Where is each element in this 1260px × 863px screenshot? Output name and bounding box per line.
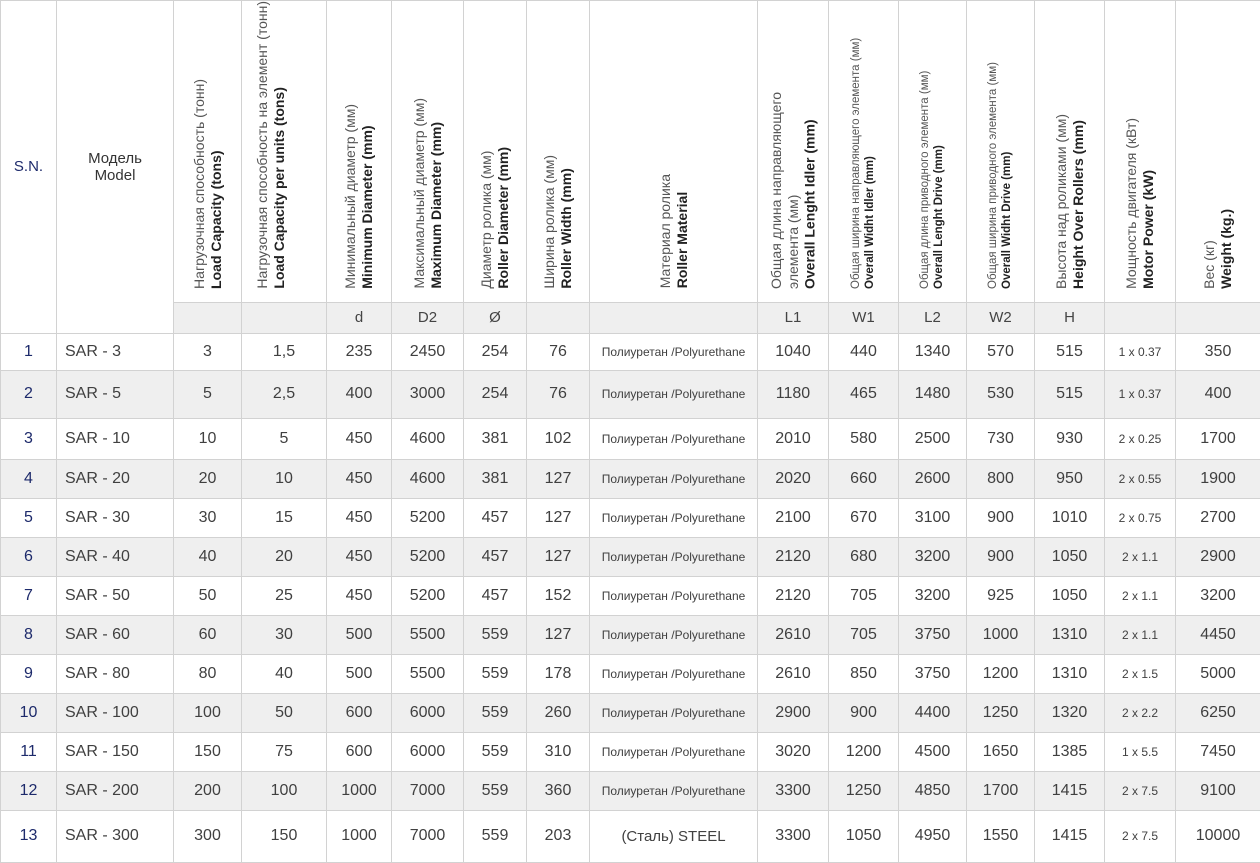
cell-sn: 6 [1,537,57,576]
cell-width-drive: 1700 [967,771,1035,810]
cell-width-drive: 925 [967,576,1035,615]
unit-cell: H [1035,302,1105,333]
cell-width-idler: 900 [829,693,899,732]
cell-model: SAR - 60 [57,615,174,654]
cell-width-drive: 730 [967,418,1035,459]
cell-width-idler: 680 [829,537,899,576]
cell-min-diameter: 500 [327,615,392,654]
table-row [1,370,1260,418]
cell-roller-diameter: 254 [464,333,527,370]
cell-sn: 2 [1,370,57,418]
cell-width-drive: 1200 [967,654,1035,693]
cell-roller-width: 203 [527,810,590,862]
cell-model: SAR - 10 [57,418,174,459]
cell-length-drive: 2600 [899,459,967,498]
col-header-length-drive: Общая длина приводного элемента (мм) Overall Lenght Drive (mm) [899,1,967,303]
cell-load-per-unit: 5 [242,418,327,459]
cell-roller-diameter: 559 [464,654,527,693]
cell-load-per-unit: 50 [242,693,327,732]
col-header-length-idler: Общая длина направляющего элемента (мм) Overall Lenght Idler (mm) [758,1,829,303]
cell-width-idler: 1200 [829,732,899,771]
model-header [57,1,174,334]
cell-roller-diameter: 457 [464,576,527,615]
cell-max-diameter: 3000 [392,370,464,418]
cell-model: SAR - 50 [57,576,174,615]
cell-motor-power: 1 x 0.37 [1105,333,1176,370]
cell-weight: 4450 [1176,615,1260,654]
cell-length-idler: 2100 [758,498,829,537]
cell-width-drive: 900 [967,537,1035,576]
cell-roller-material: Полиуретан /Polyurethane [590,498,758,537]
cell-length-drive: 3750 [899,615,967,654]
cell-length-drive: 4400 [899,693,967,732]
cell-roller-width: 260 [527,693,590,732]
cell-motor-power: 2 x 0.75 [1105,498,1176,537]
table-row [1,654,1260,693]
cell-roller-material: Полиуретан /Polyurethane [590,537,758,576]
cell-roller-diameter: 559 [464,771,527,810]
cell-sn: 3 [1,418,57,459]
model-header-en: Model [57,167,173,184]
cell-length-drive: 4500 [899,732,967,771]
cell-model: SAR - 150 [57,732,174,771]
cell-load-per-unit: 75 [242,732,327,771]
cell-load-capacity: 100 [174,693,242,732]
cell-length-drive: 1340 [899,333,967,370]
cell-load-capacity: 30 [174,498,242,537]
cell-roller-width: 102 [527,418,590,459]
cell-length-drive: 3750 [899,654,967,693]
cell-load-per-unit: 2,5 [242,370,327,418]
col-header-max-diameter: Максимальный диаметр (мм) Maximum Diameter (mm) [392,1,464,303]
cell-min-diameter: 1000 [327,810,392,862]
cell-motor-power: 2 x 1.1 [1105,576,1176,615]
cell-length-drive: 4850 [899,771,967,810]
cell-motor-power: 1 x 0.37 [1105,370,1176,418]
cell-height: 1310 [1035,654,1105,693]
cell-min-diameter: 400 [327,370,392,418]
cell-roller-diameter: 559 [464,732,527,771]
cell-min-diameter: 450 [327,498,392,537]
cell-model: SAR - 100 [57,693,174,732]
col-header-roller-diameter: Диаметр ролика (мм) Roller Diameter (mm) [464,1,527,303]
model-header-ru: Модель [57,150,173,167]
cell-max-diameter: 5500 [392,654,464,693]
cell-width-idler: 440 [829,333,899,370]
cell-length-idler: 3300 [758,771,829,810]
cell-width-drive: 1000 [967,615,1035,654]
col-header-motor-power: Мощность двигателя (кВт) Motor Power (kW) [1105,1,1176,303]
cell-load-capacity: 150 [174,732,242,771]
cell-length-drive: 1480 [899,370,967,418]
unit-cell [1105,302,1176,333]
unit-cell: L1 [758,302,829,333]
cell-height: 1415 [1035,771,1105,810]
cell-roller-material: Полиуретан /Polyurethane [590,333,758,370]
cell-width-idler: 1250 [829,771,899,810]
cell-height: 1050 [1035,576,1105,615]
cell-load-per-unit: 100 [242,771,327,810]
cell-height: 1010 [1035,498,1105,537]
cell-load-capacity: 60 [174,615,242,654]
cell-height: 515 [1035,333,1105,370]
cell-width-idler: 670 [829,498,899,537]
cell-load-per-unit: 10 [242,459,327,498]
cell-sn: 4 [1,459,57,498]
cell-min-diameter: 450 [327,459,392,498]
cell-weight: 5000 [1176,654,1260,693]
cell-model: SAR - 30 [57,498,174,537]
cell-model: SAR - 80 [57,654,174,693]
unit-cell [174,302,242,333]
cell-roller-width: 310 [527,732,590,771]
cell-motor-power: 2 x 1.1 [1105,537,1176,576]
cell-roller-width: 152 [527,576,590,615]
table-row [1,693,1260,732]
cell-load-per-unit: 1,5 [242,333,327,370]
cell-width-idler: 705 [829,615,899,654]
cell-width-drive: 530 [967,370,1035,418]
cell-roller-width: 360 [527,771,590,810]
cell-max-diameter: 6000 [392,732,464,771]
cell-load-capacity: 5 [174,370,242,418]
unit-cell: L2 [899,302,967,333]
cell-length-idler: 3020 [758,732,829,771]
col-header-width-idler: Общая ширина направляющего элемента (мм) Overall Widht Idler (mm) [829,1,899,303]
cell-motor-power: 2 x 1.5 [1105,654,1176,693]
cell-roller-width: 127 [527,498,590,537]
cell-max-diameter: 4600 [392,459,464,498]
cell-roller-material: Полиуретан /Polyurethane [590,771,758,810]
cell-weight: 3200 [1176,576,1260,615]
cell-max-diameter: 7000 [392,771,464,810]
cell-length-drive: 3200 [899,576,967,615]
cell-height: 515 [1035,370,1105,418]
cell-width-drive: 900 [967,498,1035,537]
cell-roller-width: 127 [527,459,590,498]
cell-length-idler: 2610 [758,615,829,654]
cell-weight: 10000 [1176,810,1260,862]
cell-height: 1050 [1035,537,1105,576]
table-row [1,810,1260,862]
unit-cell [590,302,758,333]
cell-width-drive: 800 [967,459,1035,498]
table-body [1,333,1260,862]
table-row [1,732,1260,771]
cell-weight: 400 [1176,370,1260,418]
cell-max-diameter: 5500 [392,615,464,654]
cell-length-idler: 2120 [758,576,829,615]
cell-min-diameter: 450 [327,576,392,615]
unit-cell: Ø [464,302,527,333]
cell-length-drive: 3200 [899,537,967,576]
cell-width-drive: 1650 [967,732,1035,771]
table-row [1,615,1260,654]
cell-width-idler: 580 [829,418,899,459]
cell-max-diameter: 6000 [392,693,464,732]
cell-model: SAR - 20 [57,459,174,498]
cell-roller-diameter: 457 [464,498,527,537]
cell-roller-width: 178 [527,654,590,693]
cell-sn: 8 [1,615,57,654]
cell-roller-width: 76 [527,333,590,370]
cell-length-idler: 2610 [758,654,829,693]
cell-load-capacity: 200 [174,771,242,810]
cell-roller-diameter: 559 [464,693,527,732]
unit-cell: D2 [392,302,464,333]
cell-load-capacity: 80 [174,654,242,693]
cell-height: 1320 [1035,693,1105,732]
cell-min-diameter: 500 [327,654,392,693]
cell-length-idler: 2900 [758,693,829,732]
cell-model: SAR - 3 [57,333,174,370]
table-row [1,537,1260,576]
cell-roller-diameter: 457 [464,537,527,576]
table-row [1,771,1260,810]
cell-max-diameter: 5200 [392,498,464,537]
col-header-load-capacity: Нагрузочная способность (тонн) Load Capacity (tons) [174,1,242,303]
cell-roller-diameter: 381 [464,459,527,498]
cell-load-capacity: 50 [174,576,242,615]
cell-load-per-unit: 25 [242,576,327,615]
table-row [1,418,1260,459]
cell-motor-power: 2 x 2.2 [1105,693,1176,732]
cell-sn: 5 [1,498,57,537]
cell-weight: 2700 [1176,498,1260,537]
cell-load-capacity: 300 [174,810,242,862]
cell-width-idler: 1050 [829,810,899,862]
cell-roller-width: 127 [527,537,590,576]
table-row [1,333,1260,370]
cell-roller-diameter: 559 [464,810,527,862]
cell-width-idler: 850 [829,654,899,693]
unit-cell [1176,302,1260,333]
cell-height: 930 [1035,418,1105,459]
cell-length-idler: 1180 [758,370,829,418]
cell-min-diameter: 235 [327,333,392,370]
cell-min-diameter: 450 [327,418,392,459]
cell-roller-width: 76 [527,370,590,418]
cell-width-drive: 1250 [967,693,1035,732]
cell-motor-power: 2 x 0.55 [1105,459,1176,498]
cell-weight: 9100 [1176,771,1260,810]
cell-sn: 9 [1,654,57,693]
cell-min-diameter: 450 [327,537,392,576]
cell-max-diameter: 5200 [392,576,464,615]
cell-sn: 13 [1,810,57,862]
cell-motor-power: 2 x 0.25 [1105,418,1176,459]
sn-header: S.N. [1,1,57,334]
cell-roller-width: 127 [527,615,590,654]
cell-length-drive: 2500 [899,418,967,459]
cell-motor-power: 1 x 5.5 [1105,732,1176,771]
cell-max-diameter: 2450 [392,333,464,370]
cell-max-diameter: 5200 [392,537,464,576]
cell-roller-material: Полиуретан /Polyurethane [590,693,758,732]
cell-length-idler: 1040 [758,333,829,370]
cell-load-capacity: 3 [174,333,242,370]
cell-weight: 1700 [1176,418,1260,459]
cell-roller-material: Полиуретан /Polyurethane [590,418,758,459]
cell-width-idler: 660 [829,459,899,498]
cell-roller-material: Полиуретан /Polyurethane [590,615,758,654]
cell-height: 1385 [1035,732,1105,771]
cell-length-idler: 2020 [758,459,829,498]
col-header-roller-material: Материал ролика Roller Material [590,1,758,303]
col-header-roller-width: Ширина ролика (мм) Roller Width (mm) [527,1,590,303]
cell-sn: 7 [1,576,57,615]
unit-cell: W2 [967,302,1035,333]
col-header-min-diameter: Минимальный диаметр (мм) Minimum Diameter (mm) [327,1,392,303]
cell-weight: 2900 [1176,537,1260,576]
cell-model: SAR - 300 [57,810,174,862]
cell-width-drive: 570 [967,333,1035,370]
cell-max-diameter: 4600 [392,418,464,459]
cell-load-capacity: 40 [174,537,242,576]
table-row [1,459,1260,498]
cell-sn: 10 [1,693,57,732]
cell-motor-power: 2 x 7.5 [1105,810,1176,862]
cell-roller-material: Полиуретан /Polyurethane [590,654,758,693]
cell-roller-diameter: 559 [464,615,527,654]
cell-width-idler: 465 [829,370,899,418]
table-row [1,498,1260,537]
cell-width-idler: 705 [829,576,899,615]
col-header-width-drive: Общая ширина приводного элемента (мм) Overall Widht Drive (mm) [967,1,1035,303]
cell-load-capacity: 10 [174,418,242,459]
cell-weight: 6250 [1176,693,1260,732]
cell-model: SAR - 5 [57,370,174,418]
cell-roller-material: (Сталь) STEEL [590,810,758,862]
cell-roller-diameter: 254 [464,370,527,418]
table-row [1,576,1260,615]
cell-length-drive: 3100 [899,498,967,537]
cell-sn: 11 [1,732,57,771]
cell-height: 950 [1035,459,1105,498]
cell-sn: 1 [1,333,57,370]
cell-model: SAR - 40 [57,537,174,576]
cell-width-drive: 1550 [967,810,1035,862]
cell-sn: 12 [1,771,57,810]
cell-length-idler: 3300 [758,810,829,862]
cell-load-per-unit: 15 [242,498,327,537]
cell-min-diameter: 600 [327,693,392,732]
unit-cell [527,302,590,333]
unit-cell: W1 [829,302,899,333]
cell-max-diameter: 7000 [392,810,464,862]
cell-height: 1415 [1035,810,1105,862]
cell-roller-diameter: 381 [464,418,527,459]
cell-load-per-unit: 20 [242,537,327,576]
cell-min-diameter: 1000 [327,771,392,810]
unit-cell: d [327,302,392,333]
cell-min-diameter: 600 [327,732,392,771]
cell-motor-power: 2 x 7.5 [1105,771,1176,810]
cell-load-per-unit: 40 [242,654,327,693]
cell-roller-material: Полиуретан /Polyurethane [590,576,758,615]
cell-roller-material: Полиуретан /Polyurethane [590,732,758,771]
unit-row [1,302,1260,333]
cell-length-idler: 2010 [758,418,829,459]
cell-length-drive: 4950 [899,810,967,862]
cell-weight: 1900 [1176,459,1260,498]
cell-length-idler: 2120 [758,537,829,576]
cell-motor-power: 2 x 1.1 [1105,615,1176,654]
cell-load-capacity: 20 [174,459,242,498]
cell-model: SAR - 200 [57,771,174,810]
cell-roller-material: Полиуретан /Polyurethane [590,370,758,418]
cell-load-per-unit: 30 [242,615,327,654]
col-header-load-capacity-unit: Нагрузочная способность на элемент (тонн) Load Capacity per units (tons) [242,1,327,303]
cell-weight: 7450 [1176,732,1260,771]
unit-cell [242,302,327,333]
cell-load-per-unit: 150 [242,810,327,862]
cell-weight: 350 [1176,333,1260,370]
col-header-weight: Вес (кг) Weight (kg.) [1176,1,1260,303]
col-header-height: Высота над роликами (мм) Height Over Rollers (mm) [1035,1,1105,303]
cell-height: 1310 [1035,615,1105,654]
cell-roller-material: Полиуретан /Polyurethane [590,459,758,498]
